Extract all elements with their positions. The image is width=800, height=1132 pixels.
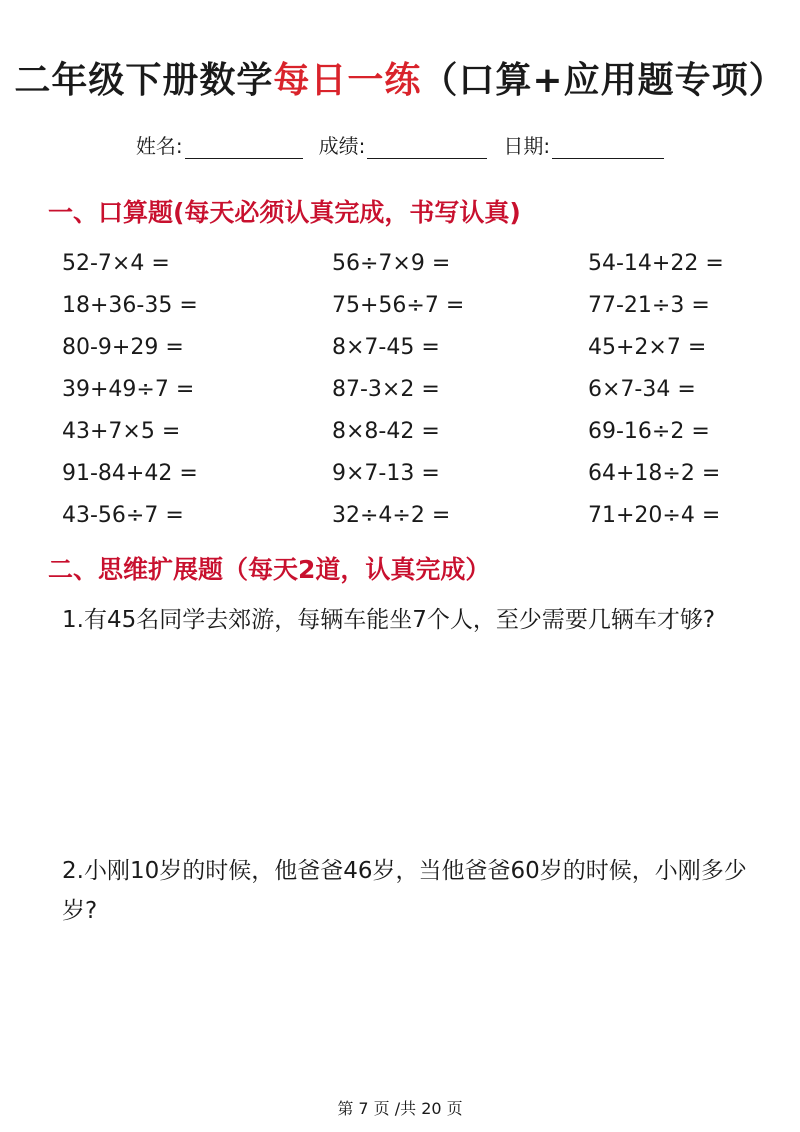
oral-problem: 77-21÷3 = <box>588 292 710 318</box>
oral-problem: 45+2×7 = <box>588 334 707 360</box>
oral-row <box>62 410 752 452</box>
oral-problem: 54-14+22 = <box>588 250 724 276</box>
oral-problem: 8×8-42 = <box>332 418 440 444</box>
oral-calc-grid <box>62 242 752 536</box>
score-label: 成绩: <box>318 134 366 158</box>
oral-problem: 87-3×2 = <box>332 376 440 402</box>
word-problem-2: 2.小刚10岁的时候，他爸爸46岁，当他爸爸60岁的时候，小刚多少岁? <box>62 858 747 924</box>
score-blank-line <box>367 136 487 159</box>
oral-problem: 80-9+29 = <box>62 334 184 360</box>
date-label: 日期: <box>503 134 551 158</box>
oral-row <box>62 242 752 284</box>
oral-problem: 6×7-34 = <box>588 376 696 402</box>
date-field <box>503 130 664 159</box>
oral-row <box>62 494 752 536</box>
name-blank-line <box>185 136 303 159</box>
section2-heading: 二、思维扩展题（每天2道，认真完成） <box>48 555 491 584</box>
page-number: 第 7 页 /共 20 页 <box>337 1099 463 1118</box>
oral-problem: 64+18÷2 = <box>588 460 721 486</box>
oral-problem: 8×7-45 = <box>332 334 440 360</box>
oral-problem: 75+56÷7 = <box>332 292 465 318</box>
oral-problem: 56÷7×9 = <box>332 250 451 276</box>
title-highlight: 每日一练 <box>273 60 422 101</box>
title-main: 二年级下册数学 <box>14 60 274 101</box>
name-label: 姓名: <box>135 134 183 158</box>
oral-problem: 32÷4÷2 = <box>332 502 451 528</box>
word-problem-1: 1.有45名同学去郊游，每辆车能坐7个人，至少需要几辆车才够? <box>62 607 716 633</box>
title-suffix: （口算+应用题专项） <box>421 60 786 101</box>
oral-problem: 43+7×5 = <box>62 418 181 444</box>
oral-row <box>62 452 752 494</box>
oral-row <box>62 284 752 326</box>
student-info <box>0 130 800 159</box>
oral-problem: 71+20÷4 = <box>588 502 721 528</box>
oral-row <box>62 326 752 368</box>
oral-problem: 9×7-13 = <box>332 460 440 486</box>
oral-problem: 69-16÷2 = <box>588 418 710 444</box>
name-field <box>136 130 303 159</box>
date-blank-line <box>552 136 664 159</box>
page-title <box>0 52 800 103</box>
oral-problem: 18+36-35 = <box>62 292 198 318</box>
oral-problem: 43-56÷7 = <box>62 502 184 528</box>
oral-row <box>62 368 752 410</box>
score-field <box>319 130 488 159</box>
oral-problem: 39+49÷7 = <box>62 376 195 402</box>
oral-problem: 91-84+42 = <box>62 460 198 486</box>
oral-problem: 52-7×4 = <box>62 250 170 276</box>
section1-heading: 一、口算题(每天必须认真完成，书写认真) <box>48 198 521 227</box>
